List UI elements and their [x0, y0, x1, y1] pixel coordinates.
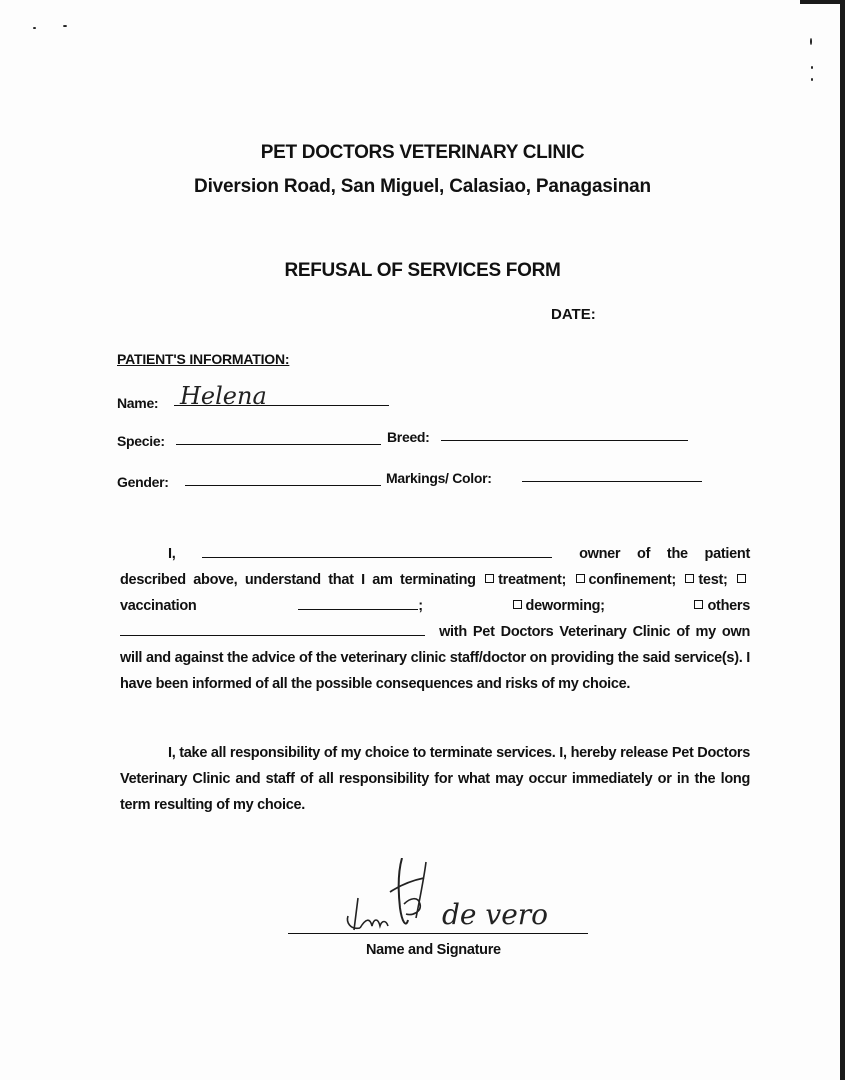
patient-section-title: PATIENT'S INFORMATION: [117, 351, 290, 367]
deworming-option: deworming; [525, 598, 605, 614]
specie-label: Specie: [117, 433, 165, 449]
vaccination-checkbox[interactable] [737, 574, 746, 583]
test-checkbox[interactable] [685, 574, 694, 583]
signature-caption: Name and Signature [366, 942, 501, 958]
terms-paragraph-2 [120, 740, 750, 818]
gender-field-line[interactable] [185, 485, 381, 486]
others-checkbox[interactable] [694, 600, 703, 609]
signature-text: de vero [442, 898, 549, 931]
signature-line[interactable] [288, 933, 588, 934]
markings-field-line[interactable] [522, 481, 702, 482]
clinic-address: Diversion Road, San Miguel, Calasiao, Panagasinan [194, 176, 651, 197]
confinement-checkbox[interactable] [576, 574, 585, 583]
scan-speck [33, 27, 36, 29]
others-blank[interactable] [120, 623, 425, 636]
handwritten-signature [340, 858, 550, 938]
specie-field-line[interactable] [176, 444, 381, 445]
p1-owner-text: owner of the patient described above, understand that I am terminating [120, 546, 750, 588]
breed-label: Breed: [387, 429, 430, 445]
vaccination-option: vaccination [120, 598, 197, 614]
clinic-name: PET DOCTORS VETERINARY CLINIC [260, 142, 585, 163]
deworming-checkbox[interactable] [513, 600, 522, 609]
p1-rest-text: with Pet Doctors Veterinary Clinic of my own will and against the advice of the veterinary clinic staff/doctor on providing the said service(s). I have been informed of all the possible consequences and risks of my choice. [120, 624, 751, 692]
scan-speck [811, 78, 813, 81]
scan-speck [810, 38, 812, 45]
owner-name-blank[interactable] [202, 545, 552, 558]
vaccination-end: ; [418, 598, 423, 614]
test-option: test; [698, 572, 728, 588]
name-label: Name: [117, 395, 159, 411]
scan-speck [63, 25, 67, 27]
vaccination-blank[interactable] [298, 597, 418, 610]
breed-field-line[interactable] [441, 440, 688, 441]
p1-i: I, [168, 546, 176, 562]
treatment-option: treatment; [498, 572, 567, 588]
markings-label: Markings/ Color: [386, 470, 492, 486]
p2-text: I, take all responsibility of my choice to terminate services. I, hereby release Pet Doctors Veterinary Clinic and staff of all responsibility for what may occur immediately or in the long term resulting of my choice. [120, 745, 750, 813]
treatment-checkbox[interactable] [485, 574, 494, 583]
terms-paragraph-1 [120, 541, 750, 697]
scan-speck [811, 66, 813, 69]
date-label: DATE: [551, 306, 596, 323]
gender-label: Gender: [117, 474, 169, 490]
form-title: REFUSAL OF SERVICES FORM [284, 260, 561, 281]
others-option: others [707, 598, 750, 614]
name-field-value[interactable]: Helena [180, 382, 267, 410]
confinement-option: confinement; [588, 572, 676, 588]
scan-edge-top [800, 0, 845, 4]
